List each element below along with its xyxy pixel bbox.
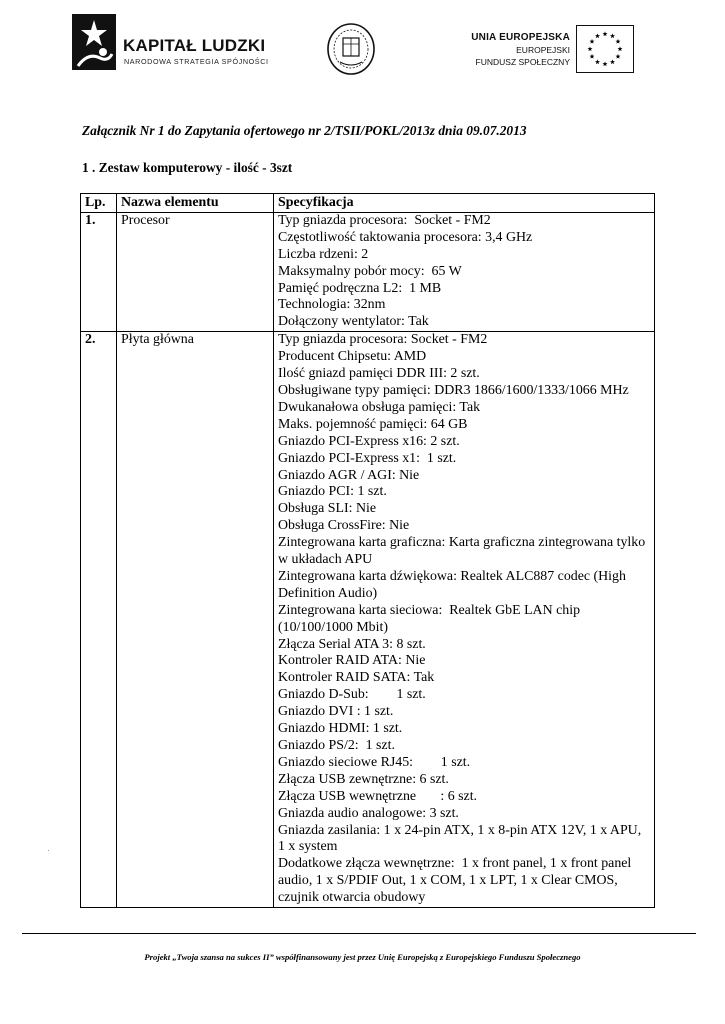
element-name: Procesor bbox=[117, 212, 274, 331]
spec-line: Gniazdo PCI: 1 szt. bbox=[278, 484, 387, 500]
kapital-ludzki-logo bbox=[72, 14, 269, 78]
spec-line: Częstotliwość taktowania procesora: 3,4 GHz bbox=[278, 229, 533, 245]
spec-line: Technologia: 32nm bbox=[278, 297, 386, 313]
spec-line: Typ gniazda procesora: Socket - FM2 bbox=[278, 332, 488, 348]
spec-line: Kontroler RAID ATA: Nie bbox=[278, 653, 426, 669]
section-title: 1 . Zestaw komputerowy - ilość - 3szt bbox=[82, 160, 293, 175]
header-lp: Lp. bbox=[81, 194, 117, 213]
eu-logo-text bbox=[452, 32, 570, 67]
spec-line: Maksymalny pobór mocy: 65 W bbox=[278, 263, 462, 279]
spec-line: Gniazdo D-Sub: 1 szt. bbox=[278, 687, 426, 703]
spec-line: Gniazdo PCI-Express x1: 1 szt. bbox=[278, 450, 457, 466]
margin-mark bbox=[48, 850, 49, 851]
spec-line: Zintegrowana karta graficzna: Karta graficzna zintegrowana tylko w układach APU bbox=[278, 535, 649, 568]
kapital-ludzki-emblem-icon bbox=[72, 14, 116, 70]
header-name: Nazwa elementu bbox=[117, 194, 274, 213]
specification-table bbox=[80, 193, 655, 908]
row-number: 2. bbox=[81, 332, 117, 908]
table-row bbox=[81, 332, 655, 908]
spec-line: Typ gniazda procesora: Socket - FM2 bbox=[278, 212, 491, 228]
eu-flag-icon bbox=[576, 25, 634, 73]
spec-line: Dołączony wentylator: Tak bbox=[278, 314, 429, 330]
spec-line: Dodatkowe złącza wewnętrzne: 1 x front panel, 1 x front panel audio, 1 x S/PDIF Out, 1 x COM, 1 x LPT, 1 x Clear CMOS, czujnik otwarcia obudowy bbox=[278, 856, 635, 906]
school-seal-icon bbox=[326, 22, 376, 76]
eu-line-1: UNIA EUROPEJSKA bbox=[471, 32, 570, 43]
spec-line: Gniazdo DVI : 1 szt. bbox=[278, 704, 394, 720]
spec-line: Ilość gniazd pamięci DDR III: 2 szt. bbox=[278, 366, 480, 382]
spec-line: Liczba rdzeni: 2 bbox=[278, 246, 369, 262]
spec-line: Obsługa SLI: Nie bbox=[278, 501, 376, 517]
spec-line: Gniazda zasilania: 1 x 24-pin ATX, 1 x 8-pin ATX 12V, 1 x APU, 1 x system bbox=[278, 822, 645, 855]
spec-line: Złącza USB wewnętrzne : 6 szt. bbox=[278, 788, 478, 804]
spec-line: Gniazdo PCI-Express x16: 2 szt. bbox=[278, 433, 460, 449]
eu-line-2: EUROPEJSKI bbox=[516, 45, 570, 55]
specification-cell bbox=[274, 332, 655, 908]
kapital-ludzki-title: KAPITAŁ LUDZKI bbox=[123, 36, 266, 55]
spec-line: Kontroler RAID SATA: Tak bbox=[278, 670, 435, 686]
table-header-row bbox=[81, 194, 655, 213]
spec-line: Pamięć podręczna L2: 1 MB bbox=[278, 280, 442, 296]
header-spec: Specyfikacja bbox=[274, 194, 655, 213]
footer-divider bbox=[22, 933, 696, 934]
spec-line: Zintegrowana karta sieciowa: Realtek GbE LAN chip (10/100/1000 Mbit) bbox=[278, 602, 584, 635]
spec-line: Gniazdo sieciowe RJ45: 1 szt. bbox=[278, 754, 471, 770]
spec-line: Gniazdo PS/2: 1 szt. bbox=[278, 738, 395, 753]
row-number: 1. bbox=[81, 212, 117, 331]
spec-line: Gniazda audio analogowe: 3 szt. bbox=[278, 805, 459, 821]
spec-line: Zintegrowana karta dźwiękowa: Realtek ALC887 codec (High Definition Audio) bbox=[278, 568, 630, 601]
table-row bbox=[81, 212, 655, 331]
specification-cell bbox=[274, 212, 655, 331]
spec-line: Gniazdo AGR / AGI: Nie bbox=[278, 467, 420, 483]
spec-line: Producent Chipsetu: AMD bbox=[278, 349, 427, 365]
element-name: Płyta główna bbox=[117, 332, 274, 908]
kapital-ludzki-subtitle: NARODOWA STRATEGIA SPÓJNOŚCI bbox=[124, 57, 269, 66]
table-body bbox=[81, 212, 655, 907]
spec-line: Maks. pojemność pamięci: 64 GB bbox=[278, 416, 468, 432]
annex-title: Załącznik Nr 1 do Zapytania ofertowego nr 2/TSII/POKL/2013z dnia 09.07.2013 bbox=[82, 123, 527, 138]
eu-line-3: FUNDUSZ SPOŁECZNY bbox=[475, 57, 570, 67]
footer-text: Projekt „Twoja szansa na sukces II” współfinansowany jest przez Unię Europejską z Europejskiego Funduszu Społecznego bbox=[144, 952, 581, 962]
spec-line: Gniazdo HDMI: 1 szt. bbox=[278, 721, 403, 737]
spec-line: Złącza Serial ATA 3: 8 szt. bbox=[278, 636, 426, 652]
spec-line: Obsługa CrossFire: Nie bbox=[278, 518, 410, 534]
spec-line: Dwukanałowa obsługa pamięci: Tak bbox=[278, 399, 481, 415]
spec-line: Obsługiwane typy pamięci: DDR3 1866/1600/1333/1066 MHz bbox=[278, 382, 629, 398]
spec-line: Złącza USB zewnętrzne: 6 szt. bbox=[278, 771, 449, 787]
